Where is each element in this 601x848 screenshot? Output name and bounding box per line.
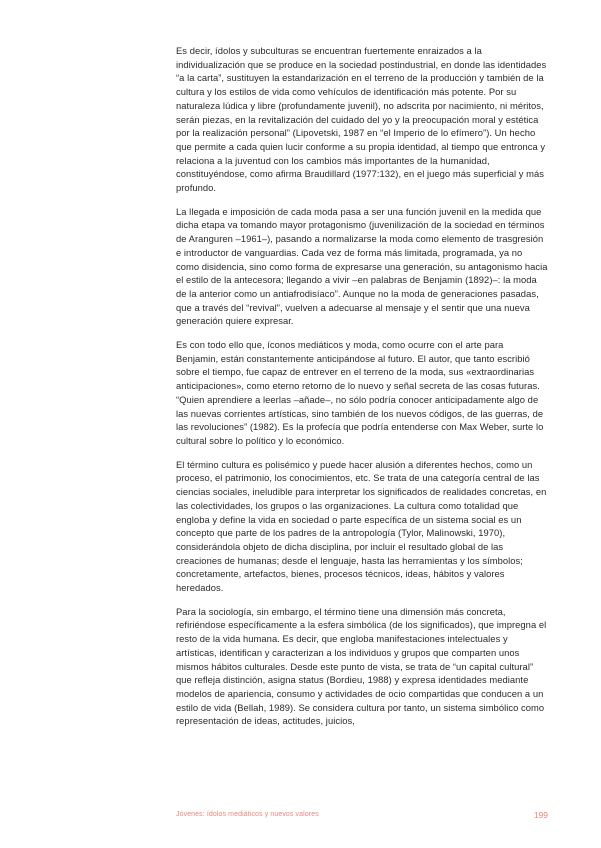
page-number: 199 [533, 810, 548, 820]
running-title: Jóvenes: ídolos mediáticos y nuevos valores [176, 811, 319, 818]
page-footer [176, 811, 548, 825]
body-text [176, 44, 548, 738]
paragraph-4: El término cultura es polisémico y puede hacer alusión a diferentes hechos, como un proceso, el patrimonio, los conocimientos, etc. Se trata de una categoría central de las ciencias sociales, ineludible para interpretar los significados de realidades concretas, en las colectividades, los grupos o las organizaciones. La cultura como totalidad que engloba y define la vida en sociedad o parte específica de un sistema social es un concepto que parte de los padres de la antropología (Tylor, Malinowski, 1970), considerándola objeto de dicha disciplina, por incluir el resultado global de las creaciones de humanas; desde el lenguaje, hasta las herramientas y los símbolos; concretamente, artefactos, bienes, procesos técnicos, ideas, hábitos y valores heredados. [176, 458, 547, 594]
paragraph-5: Para la sociología, sin embargo, el término tiene una dimensión más concreta, refiriéndose específicamente a la esfera simbólica (de los significados), que impregna el resto de la vida humana. Es decir, que engloba manifestaciones intelectuales y artísticas, identifican y caracterizan a los individuos y grupos que comparten unos mismos hábitos culturales. Desde este punto de vista, se trata de “un capital cultural” que refleja distinción, asigna status (Bordieu, 1988) y expresa identidades mediante modelos de apariencia, consumo y actividades de ocio compartidas que conducen a un estilo de vida (Bellah, 1989). Se considera cultura por tanto, un sistema simbólico como representación de ideas, actitudes, juicios, [176, 605, 547, 727]
paragraph-1: Es decir, ídolos y subculturas se encuentran fuertemente enraizados a la individualización que se produce en la sociedad postindustrial, en donde las identidades “a la carta”, sustituyen la estandarización en el terreno de la producción y también de la cultura y los estilos de vida como vehículos de identificación más potente. Por su naturaleza lúdica y libre (profundamente juvenil), no adscrita por nacimiento, ni méritos, serán piezas, en la revitalización del cuidado del yo y la preocupación moral y estética por la realización personal” (Lipovetski, 1987 en “el Imperio de lo efímero”). Un hecho que permite a cada quien lucir conforme a su propia identidad, al tiempo que entronca y relaciona a la juventud con los cambios más importantes de la humanidad, constituyéndose, como afirma Braudillard (1977:132), en el juego más superficial y más profundo. [176, 45, 547, 194]
paragraph-2: La llegada e imposición de cada moda pasa a ser una función juvenil en la medida que dicha etapa va tomando mayor protagonismo (juvenilización de la sociedad en términos de Aranguren –1961–), pasando a normalizarse la moda como elemento de trasgresión e introductor de vanguardias. Cada vez de forma más limitada, programada, ya no como disidencia, sino como forma de expresarse una generación, su antagonismo hacia el estilo de la antecesora; llegando a vivir –en palabras de Benjamin (1892)–: la moda de la anterior como un antiafrodisíaco”. Aunque no la moda de generaciones pasadas, que a través del “revival”, vuelven a adecuarse al mensaje y el sentir que una nueva generación quiere expresar. [176, 205, 548, 327]
paragraph-3: Es con todo ello que, íconos mediáticos y moda, como ocurre con el arte para Benjamin, están constantemente anticipándose al futuro. El autor, que tanto escribió sobre el tiempo, fue capaz de entrever en el terreno de la moda, sus «extraordinarias anticipaciones», como eterno retorno de lo nuevo y señal secreta de las cosas futuras. “Quien aprendiere a leerlas –añade–, no sólo podría conocer anticipadamente algo de las nuevas corrientes artísticas, sino también de los nuevos códigos, de las guerras, de las revoluciones” (1982). Es la profecía que podría entenderse con Max Weber, surte lo cultural sobre lo político y lo económico. [176, 339, 544, 446]
